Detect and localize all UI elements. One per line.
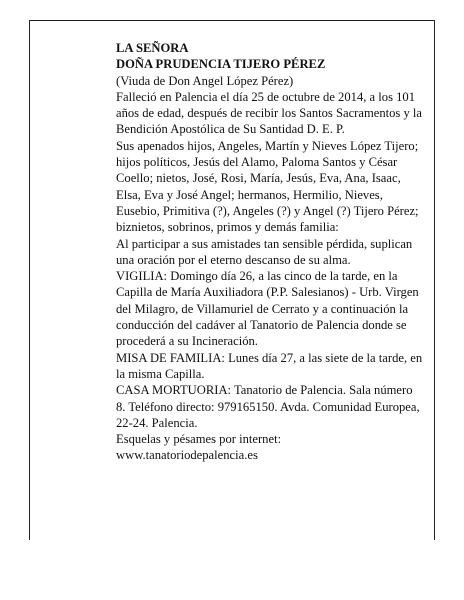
widow-subtitle: (Viuda de Don Angel López Pérez) [116,73,294,88]
family-mass-paragraph: MISA DE FAMILIA: Lunes día 27, a las siete de la tarde, en la misma Capilla. [116,350,423,381]
deceased-name: DOÑA PRUDENCIA TIJERO PÉREZ [116,57,326,72]
website-link[interactable]: www.tanatoriodepalencia.es [116,448,258,463]
prayer-paragraph: Al participar a sus amistades tan sensible pérdida, suplican una oración por el eterno descanso de su alma. [116,236,413,267]
online-condolences-label: Esquelas y pésames por internet: [116,432,282,447]
family-paragraph: Sus apenados hijos, Angeles, Martín y Nieves López Tijero; hijos políticos, Jesús del Alamo, Paloma Santos y César Coello; nietos, José, Rosi, María, Jesús, Eva, Ana, Isaac, Elsa, Eva y José Angel; hermanos, Hermilio, Nieves, Eusebio, Primitiva (?), Angeles (?) y Angel (?) Tijero Pérez; biznietos, sobrinos, primos y demás familia: [116,138,419,235]
heading-senora: LA SEÑORA [116,41,189,55]
obituary-notice [116,40,424,464]
vigil-paragraph: VIGILIA: Domingo día 26, a las cinco de la tarde, en la Capilla de María Auxiliadora (P.P. Salesianos) - Urb. Virgen del Milagro, de Villamuriel de Cerrato y a continuación la conducción del cadáver al Tanatorio de Palencia donde se procederá a su Incineración. [116,269,419,349]
death-paragraph: Falleció en Palencia el día 25 de octubre de 2014, a los 101 años de edad, después de recibir los Santos Sacramentos y la Bendición Apostólica de Su Santidad D. E. P. [116,89,423,137]
funeral-home-paragraph: CASA MORTUORIA: Tanatorio de Palencia. Sala número 8. Teléfono directo: 979165150. Avda. Comunidad Europea, 22-24. Palencia. [116,383,420,430]
